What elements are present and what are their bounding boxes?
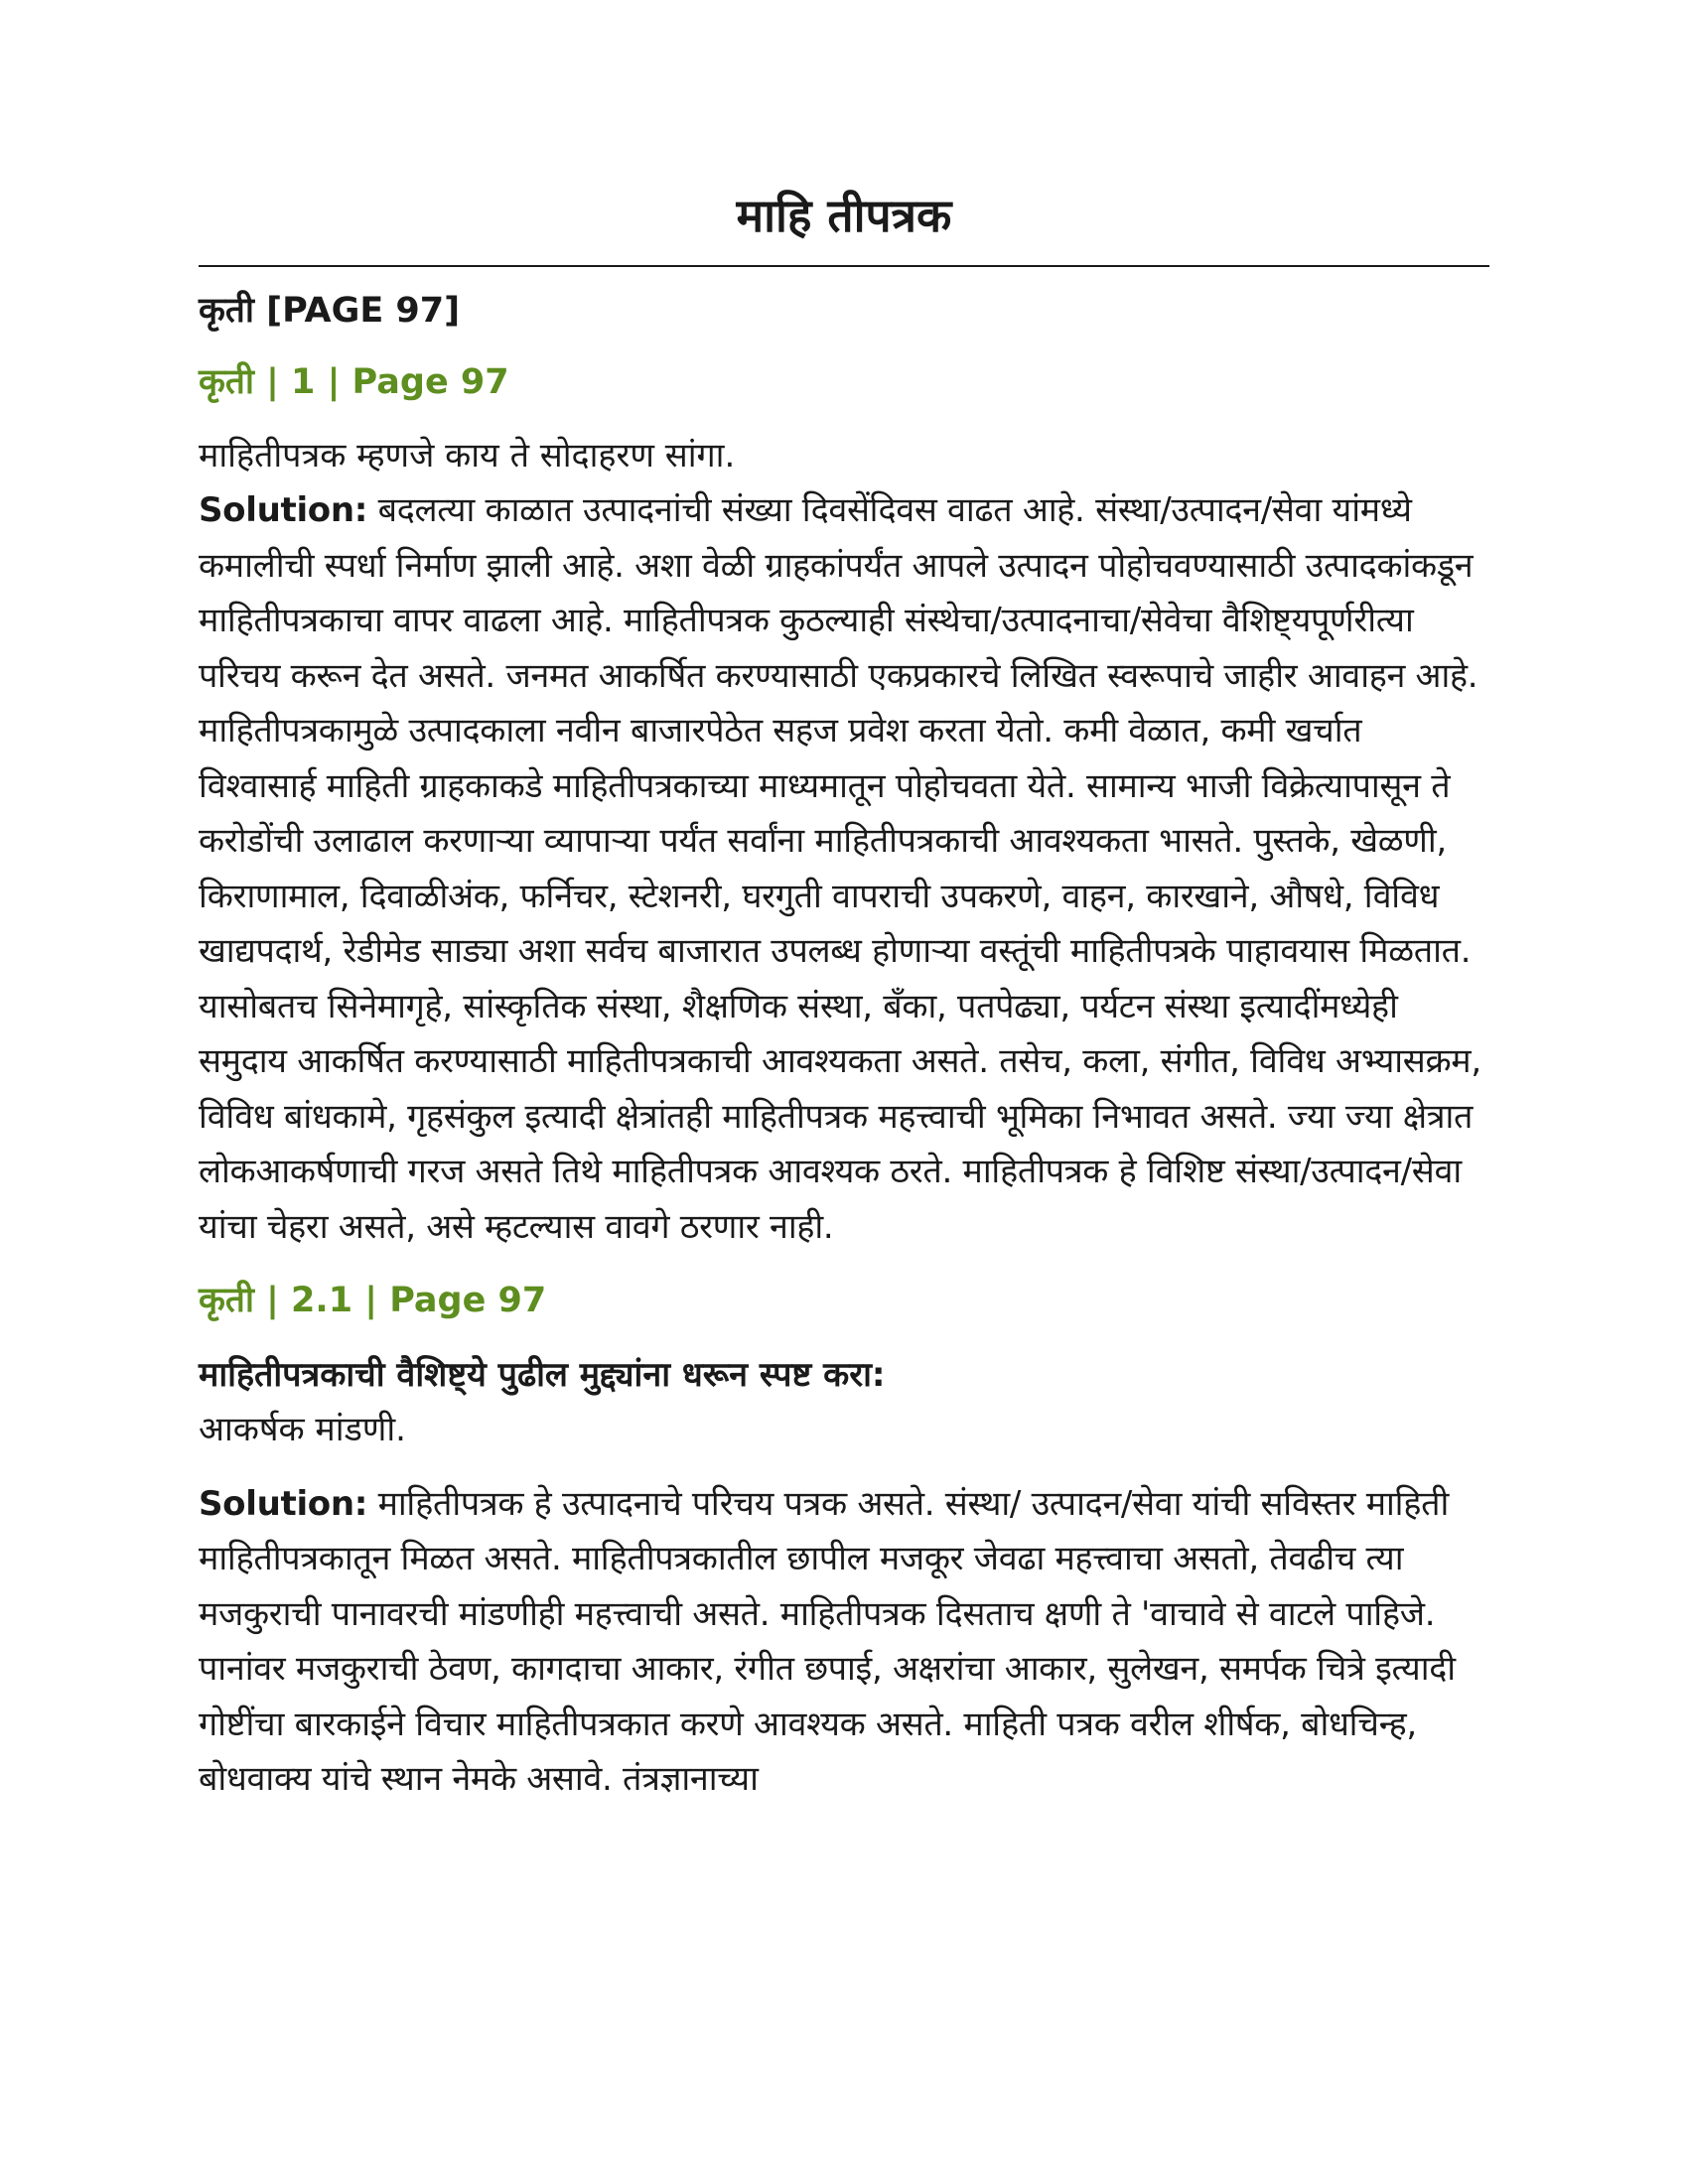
question-text: माहितीपत्रकाची वैशिष्ट्ये पुढील मुद्द्यांना धरून स्पष्ट करा:	[199, 1354, 886, 1395]
sub-question-text: आकर्षक मांडणी.	[199, 1409, 406, 1449]
question-heading: कृती | 2.1 | Page 97	[199, 1281, 547, 1321]
question-text: माहितीपत्रक म्हणजे काय ते सोदाहरण सांगा.	[199, 436, 736, 477]
page-title: माहि तीपत्रक	[736, 189, 952, 242]
solution-paragraph	[199, 483, 1489, 1255]
document-page	[199, 189, 1489, 1832]
question-block-2	[199, 1279, 1489, 1808]
solution-label: Solution:	[199, 490, 368, 531]
title-divider	[199, 265, 1489, 267]
solution-paragraph	[199, 1477, 1489, 1808]
question-heading: कृती | 1 | Page 97	[199, 361, 509, 402]
solution-label: Solution:	[199, 1483, 368, 1524]
solution-text: माहितीपत्रक हे उत्पादनाचे परिचय पत्रक असते. संस्था/ उत्पादन/सेवा यांची सविस्तर माहिती माहितीपत्रकातून मिळत असते. माहितीपत्रकातील छापील मजकूर जेवढा महत्त्वाचा असतो, तेवढीच त्या मजकुराची पानावरची मांडणीही महत्त्वाची असते. माहितीपत्रक दिसताच क्षणी ते 'वाचावे से वाटले पाहिजे. पानांवर मजकुराची ठेवण, कागदाचा आकार, रंगीत छपाई, अक्षरांचा आकार, सुलेखन, समर्पक चित्रे इत्यादी गोष्टींचा बारकाईने विचार माहितीपत्रकात करणे आवश्यक असते. माहिती पत्रक वरील शीर्षक, बोधचिन्ह, बोधवाक्य यांचे स्थान नेमके असावे. तंत्रज्ञानाच्या	[199, 1483, 1456, 1800]
solution-text: बदलत्या काळात उत्पादनांची संख्या दिवसेंदिवस वाढत आहे. संस्था/उत्पादन/सेवा यांमध्ये कमालीची स्पर्धा निर्माण झाली आहे. अशा वेळी ग्राहकांपर्यंत आपले उत्पादन पोहोचवण्यासाठी उत्पादकांकडून माहितीपत्रकाचा वापर वाढला आहे. माहितीपत्रक कुठल्याही संस्थेचा/उत्पादनाचा/सेवेचा वैशिष्ट्यपूर्णरीत्या परिचय करून देत असते. जनमत आकर्षित करण्यासाठी एकप्रकारचे लिखित स्वरूपाचे जाहीर आवाहन आहे. माहितीपत्रकामुळे उत्पादकाला नवीन बाजारपेठेत सहज प्रवेश करता येतो. कमी वेळात, कमी खर्चात विश्वासार्ह माहिती ग्राहकाकडे माहितीपत्रकाच्या माध्यमातून पोहोचवता येते. सामान्य भाजी विक्रेत्यापासून ते करोडोंची उलाढाल करणाऱ्या व्यापाऱ्या पर्यंत सर्वांना माहितीपत्रकाची आवश्यकता भासते. पुस्तके, खेळणी, किराणामाल, दिवाळीअंक, फर्निचर, स्टेशनरी, घरगुती वापराची उपकरणे, वाहन, कारखाने, औषधे, विविध खाद्यपदार्थ, रेडीमेड साड्या अशा सर्वच बाजारात उपलब्ध होणाऱ्या वस्तूंची माहितीपत्रके पाहावयास मिळतात. यासोबतच सिनेमागृहे, सांस्कृतिक संस्था, शैक्षणिक संस्था, बँका, पतपेढ्या, पर्यटन संस्था इत्यादींमध्येही समुदाय आकर्षित करण्यासाठी माहितीपत्रकाची आवश्यकता असते. तसेच, कला, संगीत, विविध अभ्यासक्रम, विविध बांधकामे, गृहसंकुल इत्यादी क्षेत्रांतही माहितीपत्रक महत्त्वाची भूमिका निभावत असते. ज्या ज्या क्षेत्रात लोकआकर्षणाची गरज असते तिथे माहितीपत्रक आवश्यक ठरते. माहितीपत्रक हे विशिष्ट संस्था/उत्पादन/सेवा यांचा चेहरा असते, असे म्हटल्यास वावगे ठरणार नाही.	[199, 490, 1481, 1247]
section-heading: कृती [PAGE 97]	[199, 291, 461, 332]
question-block-1	[199, 360, 1489, 1256]
